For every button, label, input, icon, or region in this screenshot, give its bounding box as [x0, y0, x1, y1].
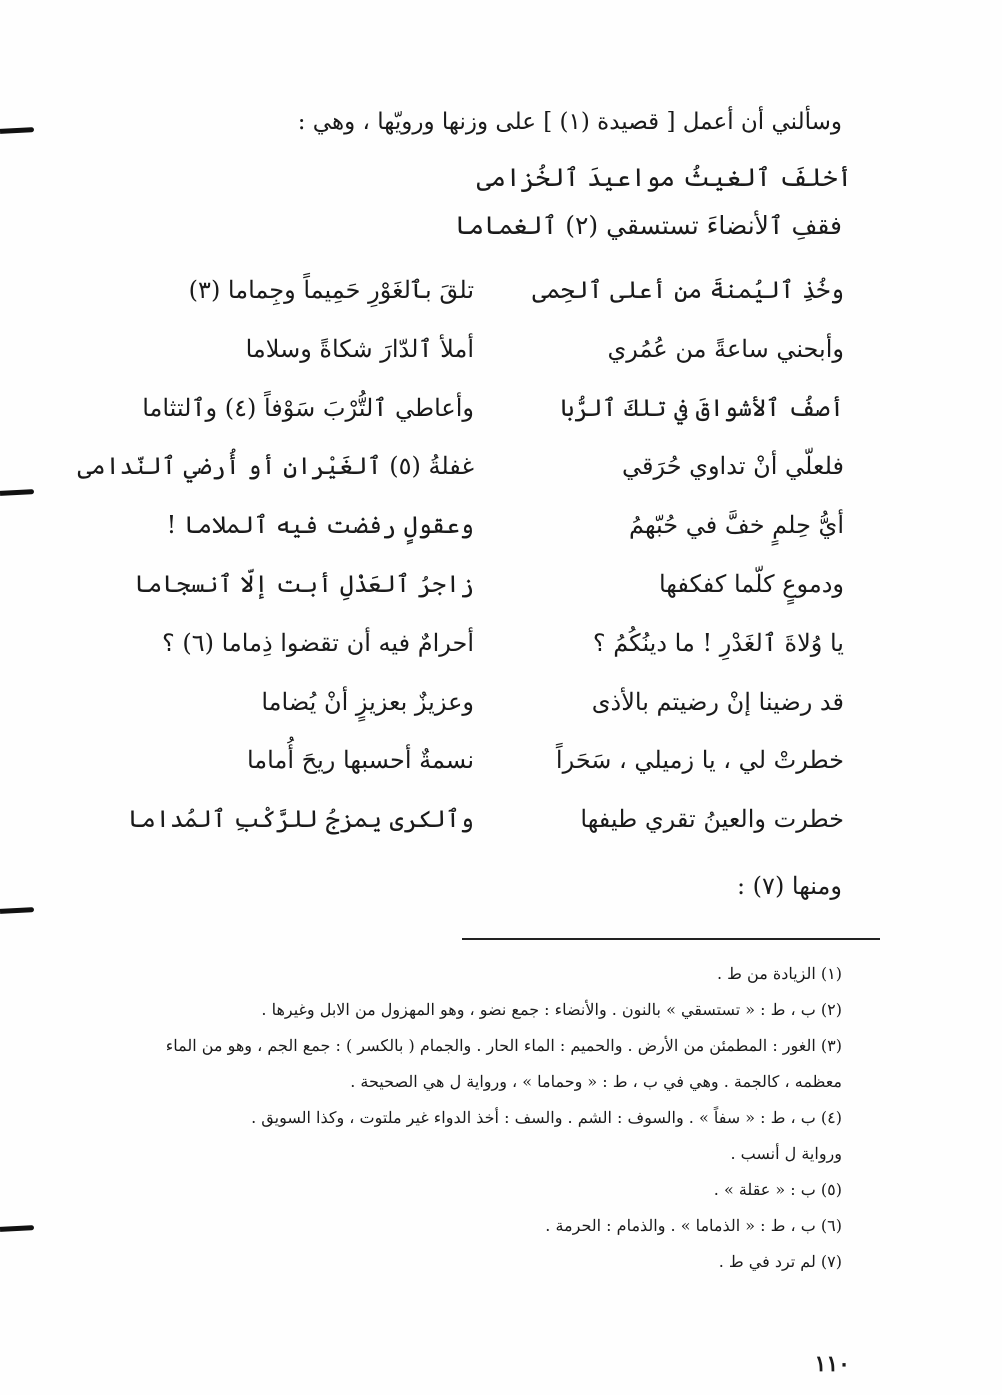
footnote: (٧) لم ترد في ط . — [718, 1252, 842, 1271]
second-hemistich: أحرامٌ فيه أن تقضوا ذِماما (٦) ؟ — [161, 628, 474, 657]
first-hemistich: أيُّ حِلمٍ خفَّ في حُبّهمُ — [629, 511, 844, 540]
first-hemistich: ودموعٍ كلّما كفكفها — [658, 569, 844, 598]
first-hemistich: قد رضينا إنْ رضيتم بالأذى — [591, 687, 844, 716]
first-hemistich: وخُذِ ٱليُمنةَ من أعلى ٱلحِمى — [532, 276, 844, 304]
footnote-continuation: ورواية ل أنسب . — [730, 1144, 842, 1163]
footnote: (٥) ب : « عقلة » . — [713, 1180, 842, 1199]
margin-mark — [0, 127, 34, 134]
first-hemistich: خطرتْ لي ، يا زميلي ، سَحَراً — [555, 746, 844, 775]
footnote: (١) الزيادة من ط . — [716, 964, 842, 983]
verse-row — [0, 791, 1002, 850]
verse-row — [0, 732, 1002, 791]
page-number: ١١٠ — [814, 1351, 850, 1377]
second-hemistich: وعقولٍ رفضت فيه ٱلملاما ! — [166, 511, 474, 540]
intro-line: وسألني أن أعمل [ قصيدة (١) ] على وزنها ورويّها ، وهي : — [297, 109, 842, 135]
second-hemistich: غفلةُ (٥) ٱلغَيْرانِ أو أُرضي ٱلنّدامى — [77, 452, 474, 481]
second-hemistich: نسمةٌ أحسبها ريحَ أُماما — [246, 746, 474, 775]
footnote-divider — [462, 938, 880, 940]
first-hemistich: يا وُلاةَ ٱلغَدْرِ ! ما دينُكُمُ ؟ — [592, 628, 844, 657]
first-hemistich: وأبحني ساعةً من عُمُري — [607, 334, 844, 363]
verse-row — [0, 615, 1002, 674]
closing-line: ومنها (٧) : — [736, 872, 842, 900]
verse-row — [0, 438, 1002, 497]
footnote: (٦) ب ، ط : « الذماما » . والذمام : الحرمة . — [545, 1216, 842, 1235]
second-hemistich: وأعاطي ٱلتُّرْبَ سَوْفاً (٤) وٱلتثاما — [142, 393, 474, 422]
second-hemistich: وعزيزٌ بعزيزٍ أنْ يُضاما — [261, 687, 474, 716]
verse-row — [0, 556, 1002, 615]
poem-verses — [0, 262, 1002, 850]
opening-line: فقفِ ٱلأنضاءَ تستسقي (٢) ٱلغماما — [454, 211, 842, 240]
verse-row — [0, 262, 1002, 321]
footnote: (٤) ب ، ط : « سفاً » . والسوف : الشم . والسف : أخذ الدواء غير ملتوت ، وكذا السويق . — [251, 1108, 842, 1127]
verse-row — [0, 321, 1002, 380]
footnote-continuation: معظمه ، كالجمة . وهي في ب ، ط : « وحماما » ، ورواية ل هي الصحيحة . — [350, 1072, 842, 1091]
verse-row — [0, 380, 1002, 439]
second-hemistich: تلقَ بٱلغَوْرِ حَمِيماً وجِماما (٣) — [188, 276, 474, 304]
footnotes — [122, 964, 842, 1288]
opening-line: أخلفَ ٱلغيثُ مواعيدَ ٱلخُزامى — [476, 163, 852, 192]
second-hemistich: زاجرُ ٱلعَذْلِ أبت إلّا ٱنسجاما — [134, 569, 474, 598]
second-hemistich: أملأ ٱلدّارَ شكاةً وسلاما — [245, 334, 474, 363]
verse-row — [0, 497, 1002, 556]
first-hemistich: خطرت والعينُ تقري طيفها — [580, 805, 844, 834]
margin-mark — [0, 907, 34, 914]
first-hemistich: أصفُ ٱلأشواقَ في تلكَ ٱلرُّبا — [560, 393, 844, 422]
verse-row — [0, 674, 1002, 733]
margin-mark — [0, 1225, 34, 1232]
footnote: (٣) الغور : المطمئن من الأرض . والحميم : الماء الحار . والجمام ( بالكسر ) : جمع الجم ، وهو من الماء — [165, 1036, 842, 1055]
first-hemistich: فلعلّي أنْ تداوي حُرَقي — [622, 452, 844, 481]
footnote: (٢) ب ، ط : « تستسقي » بالنون . والأنضاء : جمع نضو ، وهو المهزول من الابل وغيرها . — [261, 1000, 842, 1019]
second-hemistich: وٱلكرى يمزجُ للرَّكْبِ ٱلمُداما — [127, 805, 474, 834]
